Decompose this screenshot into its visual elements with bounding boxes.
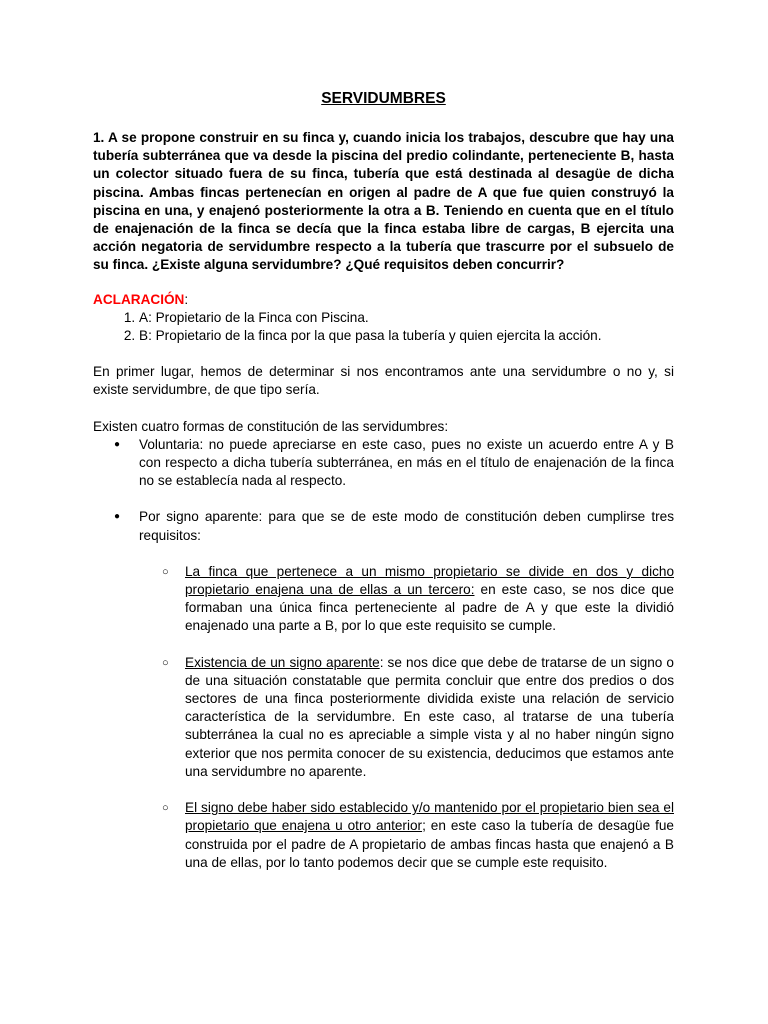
document-page	[93, 89, 674, 890]
bullet-icon: ●	[114, 438, 121, 450]
circle-bullet-icon: ○	[162, 565, 169, 578]
question-paragraph: 1. A se propone construir en su finca y, cuando inicia los trabajos, descubre que hay una tubería subterránea que va desde la piscina del predio colindante, perteneciente B, hasta un colector situado fuera de su finca, tubería que está destinada al desagüe de dicha piscina. Ambas fincas pertenecían en origen al padre de A que fue quien construyó la piscina en una, y enajenó posteriormente la otra a B. Teniendo en cuenta que en el título de enajenación de la finca se decía que la finca estaba libre de cargas, B ejercita una acción negatoria de servidumbre respecto a la tubería que trascurre por el subsuelo de su finca. ¿Existe alguna servidumbre? ¿Qué requisitos deben concurrir?	[93, 130, 674, 273]
aclaracion-label: ACLARACIÓN	[93, 291, 185, 307]
list-item-text: Por signo aparente: para que se de este modo de constitución deben cumplirse tres requisitos:	[139, 509, 674, 543]
aclaracion-heading	[93, 291, 674, 309]
aclaracion-list	[93, 309, 674, 345]
aclaracion-colon: :	[184, 291, 189, 307]
aclaracion-item-a: 1. A: Propietario de la Finca con Piscina.	[139, 309, 674, 327]
intro-paragraph: En primer lugar, hemos de determinar si nos encontramos ante una servidumbre o no y, si existe servidumbre, de que tipo sería.	[93, 364, 674, 398]
forms-list	[93, 436, 674, 872]
requisito-item	[162, 563, 674, 636]
forms-paragraph: Existen cuatro formas de constitución de las servidumbres:	[93, 418, 449, 434]
list-item-signo-aparente	[114, 508, 674, 871]
requisito-text: ; en este caso la tubería de desagüe fue construida por el padre de A propietario de ambas fincas hasta que enajenó a B una de ellas, por lo tanto podemos decir que se cumple este requisito.	[185, 818, 674, 870]
requisito-item	[162, 654, 674, 781]
circle-bullet-icon: ○	[162, 802, 169, 815]
bullet-icon: ●	[114, 511, 121, 523]
circle-bullet-icon: ○	[162, 656, 169, 669]
list-item-text: Voluntaria: no puede apreciarse en este caso, pues no existe un acuerdo entre A y B con respecto a dicha tubería subterránea, en más en el título de enajenación de la finca no se establecía nada al respecto.	[139, 436, 674, 489]
requisito-text: : se nos dice que debe de tratarse de un signo o de una situación constatable que permita concluir que entre dos predios o dos sectores de una finca posteriormente dividida existe una relación de servicio característica de la servidumbre. En este caso, al tratarse de una tubería subterránea la cual no es apreciable a simple vista y al no haber ningún signo exterior que nos permita conocer de su existencia, deducimos que estamos ante una servidumbre no aparente.	[185, 654, 674, 779]
list-item-voluntaria	[114, 436, 674, 491]
requisito-underlined: Existencia de un signo aparente	[185, 654, 380, 670]
requisito-text: en este caso, se nos dice que formaban una única finca perteneciente al padre de A y que este la dividió enajenado una parte a B, por lo que este requisito se cumple.	[185, 582, 674, 634]
aclaracion-item-b: 2. B: Propietario de la finca por la que pasa la tubería y quien ejercita la acción.	[139, 327, 674, 345]
document-title: SERVIDUMBRES	[321, 90, 446, 107]
requisito-item	[162, 799, 674, 872]
requisito-underlined: La finca que pertenece a un mismo propietario se divide en dos y dicho propietario enajena una de ellas a un tercero:	[185, 563, 674, 598]
requisitos-list	[139, 563, 674, 872]
requisito-underlined: El signo debe haber sido establecido y/o mantenido por el propietario bien sea el propietario que enajena u otro anterior	[185, 800, 674, 834]
